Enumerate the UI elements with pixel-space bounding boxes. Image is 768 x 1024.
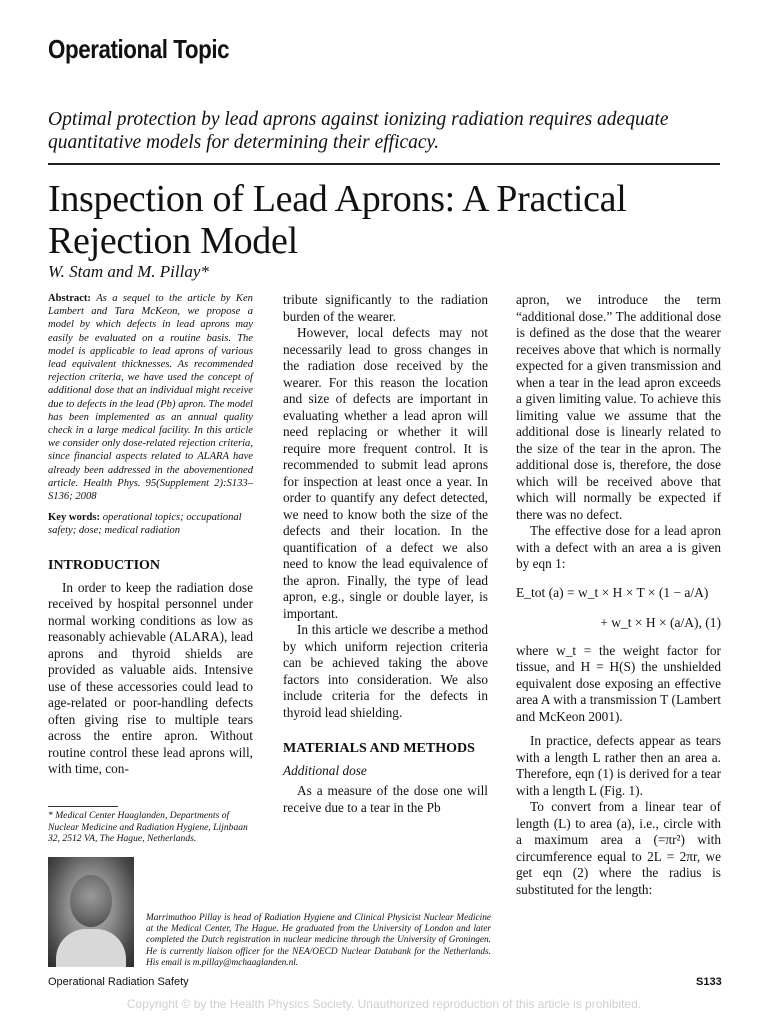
equation-line-2 <box>516 613 721 633</box>
equation-line-2-text: + w_t × H × (a/A), <box>600 614 702 630</box>
abstract-text: As a sequel to the article by Ken Lambert and Tara McKeon, we propose a model by which defects in lead aprons may easily be evaluated on a routine basis. The model is applicable to lead aprons of various lead equivalent thicknesses. As recommended rejection criteria, we have used the concept of additional dose that an individual might receive due to defects in the lead (Pb) apron. The model has been implemented as an annual quality check in a large medical facility. In this article we consider only dose-related rejection criteria, since financial aspects related to ALARA have already been addressed in the abovementioned article. Health Phys. 95(Supplement 2):S133–S136; 2008 <box>48 293 253 503</box>
column-2 <box>283 292 488 816</box>
standfirst: Optimal protection by lead aprons against ionizing radiation requires adequate quantitative models for determining their efficacy. <box>48 109 669 153</box>
photo-shirt-shape <box>56 929 126 967</box>
abstract-label: Abstract: <box>48 293 91 304</box>
footnote-rule <box>48 806 118 807</box>
column-1 <box>48 292 253 778</box>
paragraph: To convert from a linear tear of length (L) to area (a), i.e., circle with a maximum area a (=πr²) with circumference equal to 2L = 2πr, we get eqn (2) where the radius is substituted for the length: <box>516 799 721 897</box>
equation-number: (1) <box>705 614 721 630</box>
footer-journal: Operational Radiation Safety <box>48 976 189 988</box>
copyright-notice: Copyright © by the Health Physics Society. Unauthorized reproduction of this article is prohibited. <box>126 997 642 1011</box>
methods-heading: MATERIALS AND METHODS <box>283 741 475 756</box>
paragraph: However, local defects may not necessarily lead to gross changes in the radiation dose received by the wearer. For this reason the location and size of defects are important in evaluating whether a lead apron will need replacing or whether it will require more frequent control. It is recommended to submit lead aprons for inspection at least once a year. In order to quantify any defect detected, we need to know both the size of the defects and their location. In the quantification of a defect we also need to know the lead equivalence of the apron. Finally, the type of lead apron, e.g., single or double layer, is important. <box>283 325 488 621</box>
paragraph: where w_t = the weight factor for tissue, and H = H(S) the unshielded equivalent dose exposing an effective area A with a transmission T (Lambert and McKeon 2001). <box>516 642 721 724</box>
author-bio: Marrimuthoo Pillay is head of Radiation Hygiene and Clinical Physicist Nuclear Medicine at the Medical Center, The Hague. He graduated from the University of London and later completed the Dutch registration in nuclear medicine through the University of Groningen. He is currently liaison officer for the NEA/OECD Nuclear Databank for the Netherlands. His email is m.pillay@mchaaglanden.nl. <box>146 913 491 968</box>
affiliation-footnote: * Medical Center Haaglanden, Departments of Nuclear Medicine and Radiation Hygiene, Lijnbaan 32, 2512 VA, The Hague, Netherlands. <box>48 810 248 844</box>
section-label: Operational Topic <box>48 34 230 64</box>
keywords-text: operational topics; occupational safety; dose; medical radiation <box>48 512 242 537</box>
paragraph: tribute significantly to the radiation burden of the wearer. <box>283 292 488 324</box>
equation-1 <box>516 583 721 633</box>
keywords <box>48 511 253 537</box>
paragraph: In this article we describe a method by which uniform rejection criteria can be achieved taking the above factors into consideration. We also include criteria for the defects in thyroid lead shielding. <box>283 622 488 720</box>
keywords-label: Key words: <box>48 512 101 524</box>
column-3 <box>516 292 721 898</box>
author-photo <box>48 857 134 967</box>
paragraph: In practice, defects appear as tears with a length L rather then an area a. Therefore, eqn (1) is derived for a tear with a length L (Fig. 1). <box>516 733 721 798</box>
photo-head-shape <box>70 875 112 927</box>
paragraph: As a measure of the dose one will receive due to a tear in the Pb <box>283 783 488 815</box>
article-title: Inspection of Lead Aprons: A Practical Rejection Model <box>48 178 627 262</box>
introduction-heading: INTRODUCTION <box>48 557 161 573</box>
abstract <box>48 292 253 503</box>
paragraph: The effective dose for a lead apron with a defect with an area a is given by eqn 1: <box>516 523 721 571</box>
header-rule <box>48 163 720 165</box>
equation-line-1: E_tot (a) = w_t × H × T × (1 − a/A) <box>516 584 709 600</box>
footer-page-number: S133 <box>696 976 722 988</box>
paragraph: apron, we introduce the term “additional dose.” The additional dose is defined as the dose that the wearer receives above that which is normally expected for a given transmission and when a tear in the lead apron exceeds a given limiting value. To achieve this limiting value we assume that the additional dose is linearly related to the size of the tear in the apron. The additional dose is, therefore, the dose which will be received above that which will normally be expected if there was no defect. <box>516 292 721 522</box>
intro-paragraph: In order to keep the radiation dose received by hospital personnel under normal working conditions as low as reasonably achievable (ALARA), lead aprons and thyroid shields are provided as valuable aids. Intensive use of these accessories could lead to age-related or poor-handling defects often giving rise to multiple tears across the entire apron. Without routine control these lead aprons will, with time, con- <box>48 579 253 777</box>
article-authors: W. Stam and M. Pillay* <box>48 262 209 281</box>
methods-subheading: Additional dose <box>283 763 367 778</box>
